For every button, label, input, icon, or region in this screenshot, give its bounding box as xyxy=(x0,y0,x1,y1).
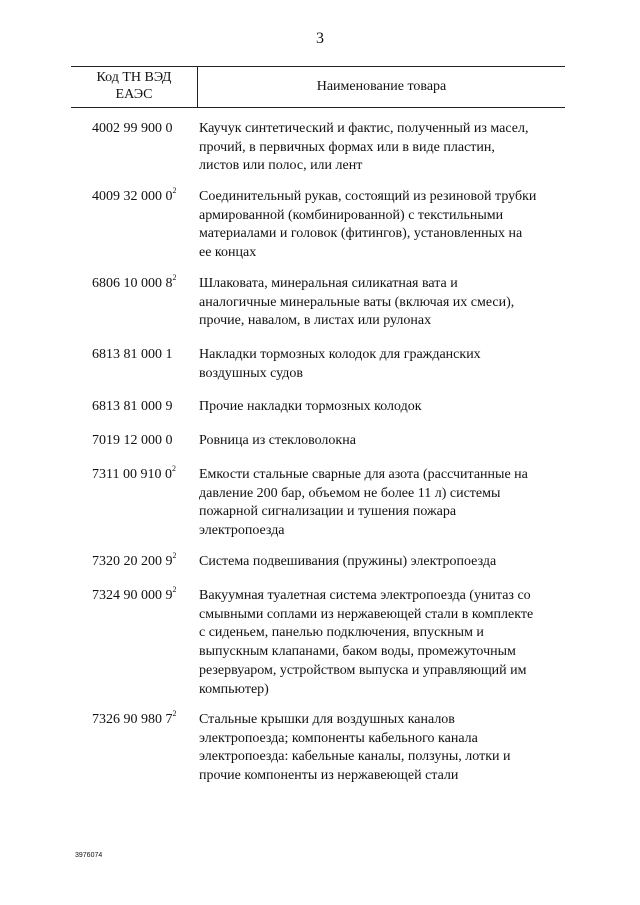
row-code: 6813 81 000 9 xyxy=(92,399,173,414)
row-code: 7320 20 200 $9^2$ xyxy=(92,551,177,569)
row-code: 7324 90 000 $9^2$ xyxy=(92,585,177,603)
header-code-line2: ЕАЭС xyxy=(115,87,153,102)
row-code: 4002 99 900 0 xyxy=(92,121,173,136)
row-code: 7311 00 910 $0^2$ xyxy=(92,464,176,482)
document-id: 3976074 xyxy=(75,852,103,859)
row-description: Вакуумная туалетная система электропоезда (унитаз со смывными соплами из нержавеющей стали в комплекте с сиденьем, панелью подключения, впускным и выпускным клапанами, баком воды, промежуточным резервуаром, устройством выпуска и управляющий им компьютер) xyxy=(199,588,534,697)
header-name-column: Наименование товара xyxy=(316,79,447,94)
row-description: Ровница из стекловолокна xyxy=(199,433,356,448)
row-description: Прочие накладки тормозных колодок xyxy=(199,399,422,414)
row-description: Стальные крышки для воздушных каналов электропоезда; компоненты кабельного канала электропоезда: кабельные каналы, ползуны, лотки и прочие компоненты из нержавеющей стали xyxy=(199,712,511,784)
header-code-line1: Код ТН ВЭД xyxy=(96,70,172,85)
row-code: 4009 32 000 $0^2$ xyxy=(92,186,177,204)
row-description: Соединительный рукав, состоящий из резиновой трубки армированной (комбинированной) с текстильными материалами и головок (фитингов), установленных на ее концах xyxy=(199,189,537,261)
row-code: 7326 90 980 $7^2$ xyxy=(92,709,177,727)
row-code: 6806 10 000 $8^2$ xyxy=(92,273,177,291)
row-code: 7019 12 000 0 xyxy=(92,433,173,448)
row-code: 6813 81 000 1 xyxy=(92,347,173,362)
row-description: Емкости стальные сварные для азота (рассчитанные на давление 200 бар, объемом не более 11 л) системы пожарной сигнализации и тушения пожара электропоезда xyxy=(199,467,528,539)
table-header xyxy=(71,66,565,108)
page-number: 3 xyxy=(316,30,324,47)
row-description: Накладки тормозных колодок для гражданских воздушных судов xyxy=(199,347,481,381)
header-code-column xyxy=(71,69,197,103)
row-description: Система подвешивания (пружины) электропоезда xyxy=(199,554,497,569)
row-description: Каучук синтетический и фактис, полученный из масел, прочий, в первичных формах или в виде пластин, листов или полос, или лент xyxy=(199,121,529,174)
row-description: Шлаковата, минеральная силикатная вата и аналогичные минеральные ваты (включая их смеси), прочие, навалом, в листах или рулонах xyxy=(199,276,515,329)
